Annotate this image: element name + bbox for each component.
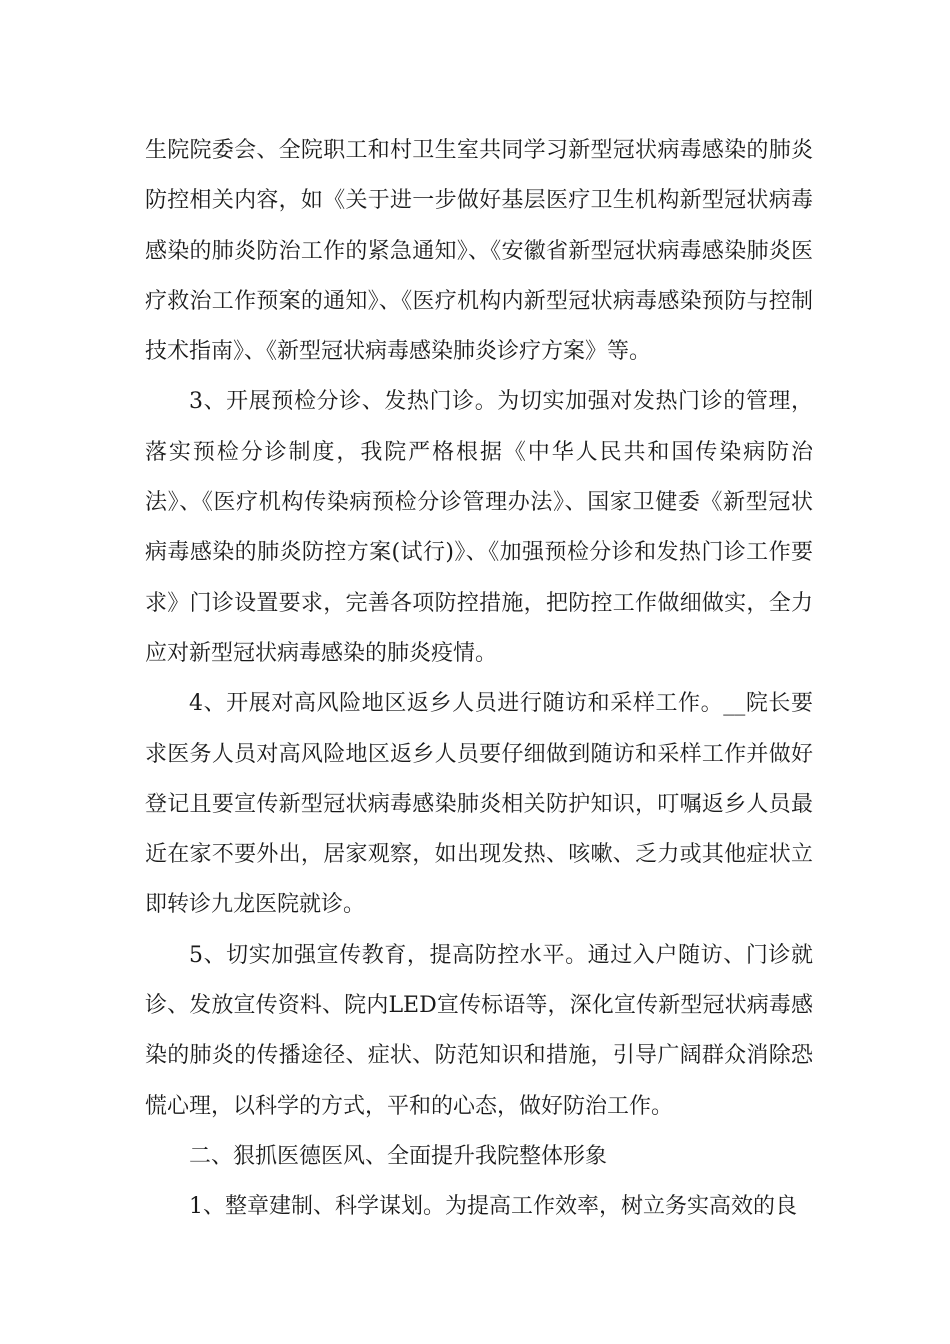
paragraph-follow-up-sampling: 4、开展对高风险地区返乡人员进行随访和采样工作。__院长要求医务人员对高风险地区返乡人员要仔细做到随访和采样工作并做好登记且要宣传新型冠状病毒感染肺炎相关防护知识，叮嘱返乡人员最近在家不要外出，居家观察，如出现发热、咳嗽、乏力或其他症状立即转诊九龙医院就诊。	[145, 691, 813, 918]
paragraph-regulations-planning: 1、整章建制、科学谋划。为提高工作效率，树立务实高效的良	[189, 1194, 797, 1220]
document-body	[145, 126, 813, 1233]
section-heading-medical-ethics: 二、狠抓医德医风、全面提升我院整体形象	[189, 1143, 608, 1169]
paragraph-pre-triage: 3、开展预检分诊、发热门诊。为切实加强对发热门诊的管理，落实预检分诊制度，我院严格根据《中华人民共和国传染病防治法》、《医疗机构传染病预检分诊管理办法》、国家卫健委《新型冠状病毒感染的肺炎防控方案(试行)》、《加强预检分诊和发热门诊工作要求》门诊设置要求，完善各项防控措施，把防控工作做细做实，全力应对新型冠状病毒感染的肺炎疫情。	[145, 389, 813, 666]
paragraph-study-content: 生院院委会、全院职工和村卫生室共同学习新型冠状病毒感染的肺炎防控相关内容，如《关于进一步做好基层医疗卫生机构新型冠状病毒感染的肺炎防治工作的紧急通知》、《安徽省新型冠状病毒感染肺炎医疗救治工作预案的通知》、《医疗机构内新型冠状病毒感染预防与控制技术指南》、《新型冠状病毒感染肺炎诊疗方案》等。	[145, 138, 813, 365]
paragraph-publicity-education: 5、切实加强宣传教育，提高防控水平。通过入户随访、门诊就诊、发放宣传资料、院内LED宣传标语等，深化宣传新型冠状病毒感染的肺炎的传播途径、症状、防范知识和措施，引导广阔群众消除恐慌心理，以科学的方式，平和的心态，做好防治工作。	[145, 942, 813, 1119]
